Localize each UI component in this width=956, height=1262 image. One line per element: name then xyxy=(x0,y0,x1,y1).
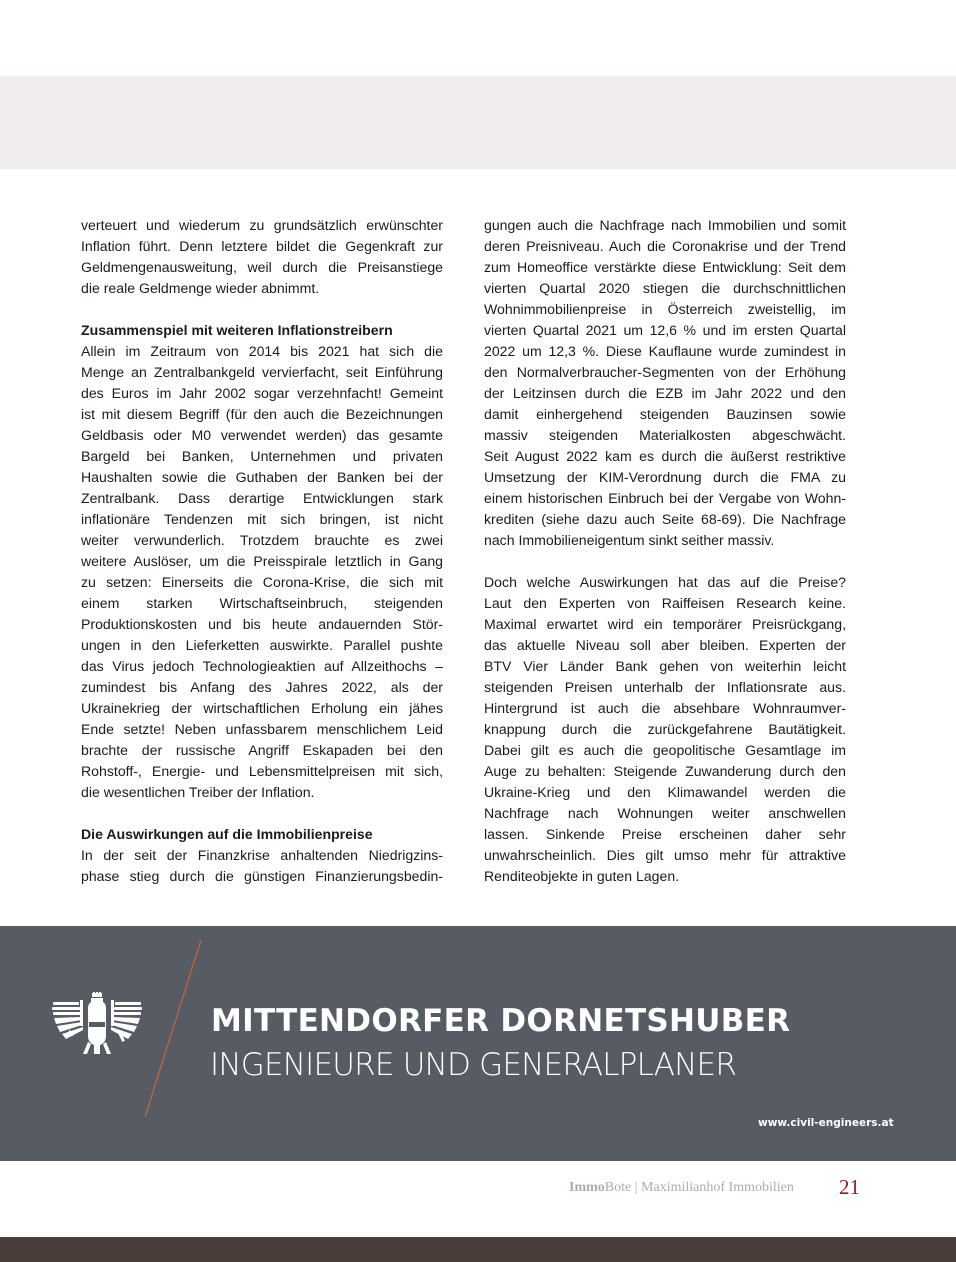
article-column-left xyxy=(81,215,443,887)
text-line: das aktuelle Niveau soll aber bleiben. Experten der xyxy=(484,637,846,653)
paragraph-gap xyxy=(81,803,443,824)
text-line: zu setzen: Einerseits die Corona-Krise, die sich mit xyxy=(81,574,443,590)
text-line: Allein im Zeitraum von 2014 bis 2021 hat sich die xyxy=(81,343,443,359)
text-line: Rohstoff-, Energie- und Lebensmittelpreisen mit sich, xyxy=(81,763,443,779)
text-line: Ukrainekrieg der wirtschaftlichen Erholung ein jähes xyxy=(81,700,443,716)
section-heading: Zusammenspiel mit weiteren Inflationstreibern xyxy=(81,322,393,338)
header-band xyxy=(0,76,956,169)
section-heading: Die Auswirkungen auf die Immobilienpreise xyxy=(81,826,373,842)
text-line: den Normalverbraucher-Segmenten von der Erhöhung xyxy=(484,364,846,380)
text-line: brachte der russische Angriff Eskapaden bei den xyxy=(81,742,443,758)
text-line: BTV Vier Länder Bank gehen von weiterhin leicht xyxy=(484,658,846,674)
text-line: Seit August 2022 kam es durch die äußerst restriktive xyxy=(484,448,846,464)
text-line: inflationäre Tendenzen mit sich bringen, ist nicht xyxy=(81,511,443,527)
text-line: Umsetzung der KIM-Verordnung durch die FMA zu xyxy=(484,469,846,485)
advertiser-url-link[interactable]: www.civil-engineers.at xyxy=(758,1117,894,1129)
austrian-eagle-icon xyxy=(50,992,144,1054)
paragraph-gap xyxy=(81,299,443,320)
text-line: Auge zu behalten: Steigende Zuwanderung durch den xyxy=(484,763,846,779)
bottom-bar xyxy=(0,1237,956,1262)
text-line: des Euros im Jahr 2002 sogar verzehnfacht! Gemeint xyxy=(81,385,443,401)
text-line: Ende setzte! Neben unfassbarem menschlichem Leid xyxy=(81,721,443,737)
text-line: Ukraine-Krieg und den Klimawandel werden die xyxy=(484,784,846,800)
text-line: die wesentlichen Treiber der Inflation. xyxy=(81,784,315,800)
text-line: Menge an Zentralbankgeld vervierfacht, seit Einführung xyxy=(81,364,443,380)
text-line: Nachfrage nach Wohnungen weiter anschwellen xyxy=(484,805,846,821)
advertiser-name: MITTENDORFER DORNETSHUBER xyxy=(211,1003,791,1039)
text-line: Dabei gilt es auch die geopolitische Gesamtlage im xyxy=(484,742,846,758)
text-line: die reale Geldmenge wieder abnimmt. xyxy=(81,280,320,296)
text-line: deren Preisniveau. Auch die Coronakrise und der Trend xyxy=(484,238,846,254)
text-line: vierten Quartal 2021 um 12,6 % und im ersten Quartal xyxy=(484,322,846,338)
text-line: ungen in den Lieferketten auswirkte. Parallel pushte xyxy=(81,637,443,653)
text-line: der Leitzinsen durch die EZB im Jahr 2022 und den xyxy=(484,385,846,401)
text-line: In der seit der Finanzkrise anhaltenden Niedrigzins- xyxy=(81,847,443,863)
text-line: Produktionskosten und bis heute andauernden Stör- xyxy=(81,616,443,632)
text-line: steigenden Preisen unterhalb der Inflationsrate aus. xyxy=(484,679,846,695)
text-line: 2022 um 12,3 %. Diese Kauflaune wurde zumindest in xyxy=(484,343,846,359)
text-line: Haushalten sowie die Guthaben der Banken bei der xyxy=(81,469,443,485)
text-line: Hintergrund ist auch die absehbare Wohnraumver- xyxy=(484,700,846,716)
text-line: vierten Quartal 2020 stiegen die durchschnittlichen xyxy=(484,280,846,296)
page-number: 21 xyxy=(839,1175,860,1199)
text-line: massiv steigenden Materialkosten abgeschwächt. xyxy=(484,427,846,443)
text-line: zum Homeoffice verstärkte diese Entwicklung: Seit dem xyxy=(484,259,846,275)
publisher-name: Maximilianhof Immobilien xyxy=(641,1180,794,1195)
text-line: Zentralbank. Dass derartige Entwicklungen stark xyxy=(81,490,443,506)
text-line: Renditeobjekte in guten Lagen. xyxy=(484,868,680,884)
text-line: zumindest bis Anfang des Jahres 2022, als der xyxy=(81,679,443,695)
text-line: Doch welche Auswirkungen hat das auf die Preise? xyxy=(484,574,846,590)
text-line: damit einhergehend steigenden Bauzinsen sowie xyxy=(484,406,846,422)
text-line: Inflation führt. Denn letztere bildet die Gegenkraft zur xyxy=(81,238,443,254)
text-line: Wohnimmobilienpreise in Österreich zweistellig, im xyxy=(484,301,846,317)
text-line: weiter verwunderlich. Trotzdem brauchte es zwei xyxy=(81,532,443,548)
paragraph-gap xyxy=(484,551,846,572)
text-line: gungen auch die Nachfrage nach Immobilien und somit xyxy=(484,217,846,233)
text-line: weitere Auslöser, um die Preisspirale letztlich in Gang xyxy=(81,553,443,569)
text-line: Bargeld bei Banken, Unternehmen und privaten xyxy=(81,448,443,464)
text-line: verteuert und wiederum zu grundsätzlich erwünschter xyxy=(81,217,443,233)
magazine-brand-regular: Bote xyxy=(604,1180,632,1195)
running-footer xyxy=(569,1180,794,1196)
text-line: Geldmengenausweitung, weil durch die Preisanstiege xyxy=(81,259,443,275)
text-line: lassen. Sinkende Preise erscheinen daher sehr xyxy=(484,826,846,842)
text-line: nach Immobilieneigentum sinkt seither massiv. xyxy=(484,532,775,548)
text-line: knappung durch die zurückgefahrene Bautätigkeit. xyxy=(484,721,846,737)
footer-separator: | xyxy=(631,1180,642,1195)
advertiser-tagline: INGENIEURE UND GENERALPLANER xyxy=(210,1047,737,1083)
text-line: einem historischen Einbruch bei der Vergabe von Wohn- xyxy=(484,490,846,506)
text-line: Maximal erwartet wird ein temporärer Preisrückgang, xyxy=(484,616,846,632)
text-line: krediten (siehe dazu auch Seite 68-69). Die Nachfrage xyxy=(484,511,846,527)
text-line: Geldbasis oder M0 verwendet werden) das gesamte xyxy=(81,427,443,443)
text-line: Laut den Experten von Raiffeisen Research keine. xyxy=(484,595,846,611)
text-line: unwahrscheinlich. Dies gilt umso mehr für attraktive xyxy=(484,847,846,863)
magazine-brand-bold: Immo xyxy=(569,1180,605,1195)
text-line: das Virus jedoch Technologieaktien auf Allzeithochs – xyxy=(81,658,443,674)
text-line: phase stieg durch die günstigen Finanzierungsbedin- xyxy=(81,868,443,884)
text-line: ist mit diesem Begriff (für den auch die Bezeichnungen xyxy=(81,406,443,422)
text-line: einem starken Wirtschaftseinbruch, steigenden xyxy=(81,595,443,611)
article-column-right xyxy=(484,215,846,887)
